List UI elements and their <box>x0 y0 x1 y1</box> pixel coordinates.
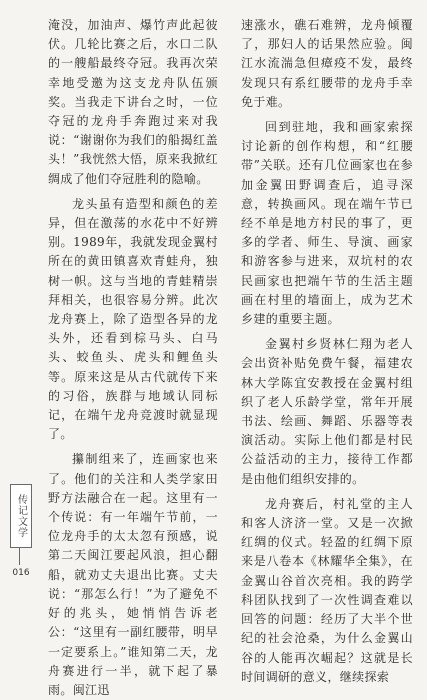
page-number: 016 <box>12 568 30 578</box>
paragraph: 回到驻地，我和画家索探讨论新的创作构想，和“红腰带”关联。还有几位画家也在参加金翼田野调查后，追寻深意，转换画风。现在端午节已经不单是地方村民的事了，更多的学者、师生、导演、画家和游客参与进来，双坑村的农民画家也把端午节的生活主题画在村里的墙面上，成为艺术乡建的重要主题。 <box>241 120 413 327</box>
paragraph: 龙舟赛后，村礼堂的主人和客人济济一堂。又是一次掀红绸的仪式。轻盈的红绸下原来是八卷本《林耀华全集》，在金翼山谷首次亮相。我的跨学科团队找到了一次性调查难以回答的问题：经历了大半个世纪的社会沧桑，为什么金翼山谷的人能再次崛起？这就是长时间调研的意义，继续探索 <box>241 496 413 684</box>
left-text-column <box>48 16 218 700</box>
paragraph: 攥制组来了，连画家也来了。他们的关注和人类学家田野方法融合在一起。这里有一个传说：有一年端午节前，一位龙舟手的太太忽有预感，说第二天闽江要起风浪，担心翻船，就劝丈夫退出比赛。丈夫说：“那怎么行！”为了避免不好的兆头，她悄悄告诉老公：“这里有一副红腰带，明早一定要系上。”谁知第二天，龙舟赛进行一半，就下起了暴雨。闽江迅 <box>48 452 218 697</box>
paragraph: 金翼村乡贤林仁翔为老人会出资补贴免费午餐，福建农林大学陈宜安教授在金翼村组织了老人乐龄学堂，常年开展书法、绘画、舞蹈、乐器等表演活动。实际上他们都是村民公益活动的主力，接待工作都是由他们组织安排的。 <box>241 337 413 486</box>
right-text-column <box>241 16 413 687</box>
section-tab <box>10 484 32 548</box>
paragraph: 速涨水，礁石难辨，龙舟倾覆了，那妇人的话果然应验。闽江水流湍急但瘴疫不发，最终发现只有系红腰带的龙舟手幸免于难。 <box>241 18 413 109</box>
paragraph: 龙头虽有造型和颜色的差异，但在激荡的水花中不好辨别。1989年，我就发现金翼村所在的黄田镇喜欢青蛙舟，独树一帜。这与当地的青蛙精崇拜相关，也很容易分辨。此次龙舟赛上，除了造型各异的龙头外，还看到棕马头、白马头、蛟鱼头、虎头和鲤鱼头等。原来这是从古代就传下来的习俗，族群与地域认同标记，在端午龙舟竞渡时就显现了。 <box>48 196 218 442</box>
divider <box>19 547 20 565</box>
section-tab-label: 传记文学 <box>15 494 27 538</box>
paragraph: 淹没，加油声、爆竹声此起彼伏。几轮比赛之后，水口二队的一艘船最终夺冠。我再次荣幸地受邀为这支龙舟队伍颁奖。当我走下讲台之时，一位夺冠的龙舟手奔跑过来对我说：“谢谢你为我们的船揭红盖头！”我恍然大悟，原来我掀红绸成了他们夺冠胜利的隐喻。 <box>48 18 218 186</box>
